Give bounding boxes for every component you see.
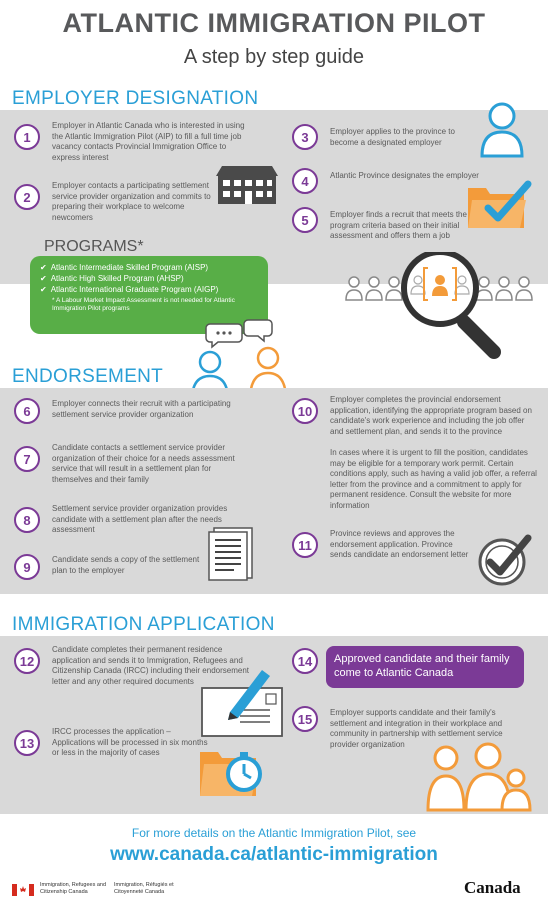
- step-6-number: 6: [14, 398, 40, 424]
- step-5-number: 5: [292, 207, 318, 233]
- program-item: ✔ Atlantic International Graduate Program (AIGP): [40, 285, 219, 294]
- step-14-number: 14: [292, 648, 318, 674]
- step-12-text: Candidate completes their permanent residence application and sends it to Immigration, Refugees and Citizenship Canada (IRCC) including their endorsement letter and any other required documents: [52, 645, 249, 686]
- step-4-number: 4: [292, 168, 318, 194]
- person-icon: [478, 100, 526, 163]
- step-7-text: Candidate contacts a settlement service provider organization of their choice for a needs assessment service that will result in a settlement plan for themselves and their family: [52, 443, 235, 484]
- step-10-text: Employer completes the provincial endorsement application, identifying the appropriate program based on candidate's work experience and including the job offer and settlement plan, and sends it to the province: [330, 395, 532, 436]
- programs-note: * A Labour Market Impact Assessment is not needed for Atlantic Immigration Pilot programs: [52, 297, 235, 312]
- page-title: ATLANTIC IMMIGRATION PILOT: [62, 8, 486, 38]
- program-item: ✔ Atlantic High Skilled Program (AHSP): [40, 274, 184, 283]
- family-icon: [424, 740, 536, 817]
- document-icon: [206, 526, 256, 587]
- step-15-number: 15: [292, 706, 318, 732]
- canada-wordmark: Canada: [464, 878, 521, 897]
- step-7-number: 7: [14, 446, 40, 472]
- program-item: ✔ Atlantic Intermediate Skilled Program (AISP): [40, 263, 209, 272]
- step-1-text: Employer in Atlantic Canada who is interested in using the Atlantic Immigration Pilot (AIP) to fill a full time job vacancy contacts Provincial Immigration Office to express interest: [52, 121, 245, 162]
- step-2-number: 2: [14, 184, 40, 210]
- step-8-number: 8: [14, 507, 40, 533]
- approval-check-icon: [476, 532, 532, 593]
- check-icon: ✔: [40, 274, 47, 283]
- step-13-number: 13: [14, 730, 40, 756]
- step-10-note: In cases where it is urgent to fill the position, candidates may be eligible for a temporary work permit. Certain conditions apply, such as having a valid job offer, a referral letter from the province and a commitment to apply for permanent residence. Consult the website for more information: [330, 448, 537, 510]
- step-3-number: 3: [292, 124, 318, 150]
- building-icon: [214, 162, 280, 211]
- programs-heading: PROGRAMS*: [44, 238, 144, 255]
- folder-clock-icon: [198, 740, 268, 805]
- step-3-text: Employer applies to the province to become a designated employer: [330, 127, 455, 147]
- step-11-text: Province reviews and approves the endorsement application. Province sends candidate an endorsement letter: [330, 529, 469, 559]
- step-14-box: Approved candidate and their family come to Atlantic Canada: [326, 646, 524, 688]
- envelope-pen-icon: [200, 664, 286, 743]
- step-9-number: 9: [14, 554, 40, 580]
- step-5-text: Employer finds a recruit that meets the program criteria based on their initial assessment and offers them a job: [330, 210, 467, 240]
- step-12-number: 12: [14, 648, 40, 674]
- step-11-number: 11: [292, 532, 318, 558]
- step-13-text: IRCC processes the application – Applications will be processed in six months or less in the majority of cases: [52, 727, 208, 757]
- step-1-number: 1: [14, 124, 40, 150]
- footer-text: For more details on the Atlantic Immigration Pilot, see: [131, 826, 417, 840]
- section-heading-immigration: IMMIGRATION APPLICATION: [12, 614, 275, 635]
- step-6-text: Employer connects their recruit with a participating settlement service provider organization: [52, 399, 231, 419]
- section-heading-endorsement: ENDORSEMENT: [12, 366, 164, 387]
- step-8-text: Settlement service provider organization provides candidate with a settlement plan after the needs assessment: [52, 504, 228, 534]
- step-15-text: Employer supports candidate and their family's settlement and integration in their workplace and community in partnership with settlement service provider organization: [330, 708, 503, 749]
- canada-flag-icon: [12, 883, 34, 900]
- step-2-text: Employer contacts a participating settlement service provider organization and commits to preparing their workplace to welcome newcomers: [52, 181, 211, 222]
- step-9-text: Candidate sends a copy of the settlement plan to the employer: [52, 555, 200, 575]
- folder-check-icon: [466, 178, 532, 237]
- step-10-number: 10: [292, 398, 318, 424]
- page-subtitle: A step by step guide: [183, 46, 365, 68]
- department-name-en: Immigration, Refugees and Citizenship Canada: [40, 882, 107, 895]
- section-heading-employer: EMPLOYER DESIGNATION: [12, 88, 259, 109]
- step-4-text: Atlantic Province designates the employer: [330, 171, 479, 180]
- footer-link[interactable]: www.canada.ca/atlantic-immigration: [110, 844, 438, 865]
- department-name-fr: Immigration, Réfugiés et Citoyenneté Canada: [114, 882, 174, 895]
- check-icon: ✔: [40, 285, 47, 294]
- check-icon: ✔: [40, 263, 47, 272]
- recruit-search-icon: [344, 252, 544, 369]
